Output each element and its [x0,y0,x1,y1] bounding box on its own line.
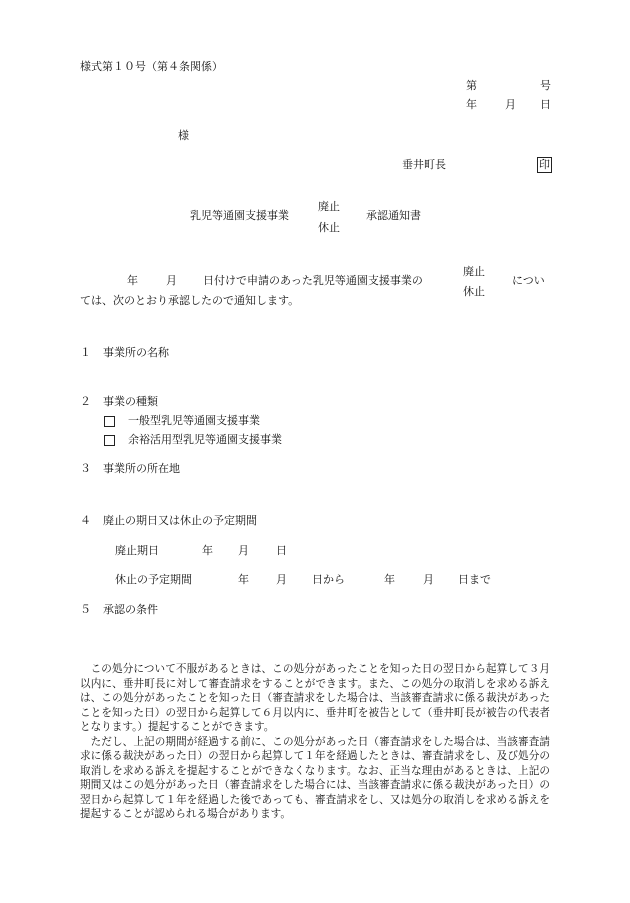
item-2-number: ２ [80,395,91,408]
appeal-notice-paragraph-1: この処分について不服があるときは、この処分があったことを知った日の翌日から起算して３月以内に、垂井町長に対して審査請求をすることができます。また、この処分の取消しを求める訴えは、この処分があったことを知った日（審査請求をした場合は、当該審査請求に係る裁決があったことを知った日）の翌日から起算して６月以内に、垂井町を被告として（垂井町長が被告の代表者となります。）提起することができます。 [80,663,550,733]
doc-number-go: 号 [540,79,551,92]
suspend-until-year: 年 [384,573,395,586]
intro-month: 月 [166,274,177,287]
abolish-date-month: 月 [238,544,249,557]
appeal-notice-paragraph-2: ただし、上記の期間が経過する前に、この処分があった日（審査請求をした場合は、当該審査請求に係る裁決があった日）の翌日から起算して１年を経過したときは、審査請求をし、及び処分の取消しを求める訴えを提起することができなくなります。なお、正当な理由があるときは、上記の期間又はこの処分があった日（審査請求をした場合には、当該審査請求に係る裁決があった日）の翌日から起算して１年を経過した後であっても、審査請求をし、又は処分の取消しを求める訴えを提起することが認められる場合があります。 [80,735,550,820]
intro-text-tail: につい [512,274,545,287]
doc-date-month: 月 [505,98,516,111]
item-2-label: 事業の種類 [103,395,158,408]
option-surplus-type: 余裕活用型乳児等通園支援事業 [128,433,282,446]
intro-option-suspend: 休止 [463,285,485,298]
intro-text: 日付けで申請のあった乳児等通園支援事業の [203,274,423,287]
item-3-label: 事業所の所在地 [103,462,180,475]
doc-date-day: 日 [540,98,551,111]
abolish-date-day: 日 [276,544,287,557]
checkbox-surplus-type[interactable] [104,435,115,446]
doc-number-dai: 第 [466,79,477,92]
checkbox-general-type[interactable] [104,416,115,427]
issuer-name: 垂井町長 [402,158,446,171]
seal-mark: 印 [539,158,550,171]
item-1-label: 事業所の名称 [103,346,169,359]
item-5-number: ５ [80,603,91,616]
recipient-suffix: 様 [178,129,189,142]
item-3-number: ３ [80,462,91,475]
suspend-from-year: 年 [238,573,249,586]
item-4-label: 廃止の期日又は休止の予定期間 [103,514,257,527]
item-1-number: １ [80,346,91,359]
form-header: 様式第１０号（第４条関係） [80,60,223,73]
title-suffix: 承認通知書 [366,209,421,222]
suspend-from-month: 月 [276,573,287,586]
appeal-notice [80,662,550,822]
intro-year: 年 [127,274,138,287]
doc-date-year: 年 [466,98,477,111]
title-option-suspend: 休止 [318,221,340,234]
suspend-until-month: 月 [423,573,434,586]
abolish-date-label: 廃止期日 [115,544,159,557]
suspend-period-label: 休止の予定期間 [115,573,192,586]
title-option-abolish: 廃止 [318,200,340,213]
intro-line-2: ては、次のとおり承認したので通知します。 [80,294,300,307]
suspend-until-day: 日まで [458,573,491,586]
abolish-date-year: 年 [202,544,213,557]
item-4-number: ４ [80,514,91,527]
title-prefix: 乳児等通園支援事業 [190,209,289,222]
suspend-from-day: 日から [312,573,345,586]
item-5-label: 承認の条件 [103,603,158,616]
option-general-type: 一般型乳児等通園支援事業 [128,414,260,427]
intro-option-abolish: 廃止 [463,265,485,278]
